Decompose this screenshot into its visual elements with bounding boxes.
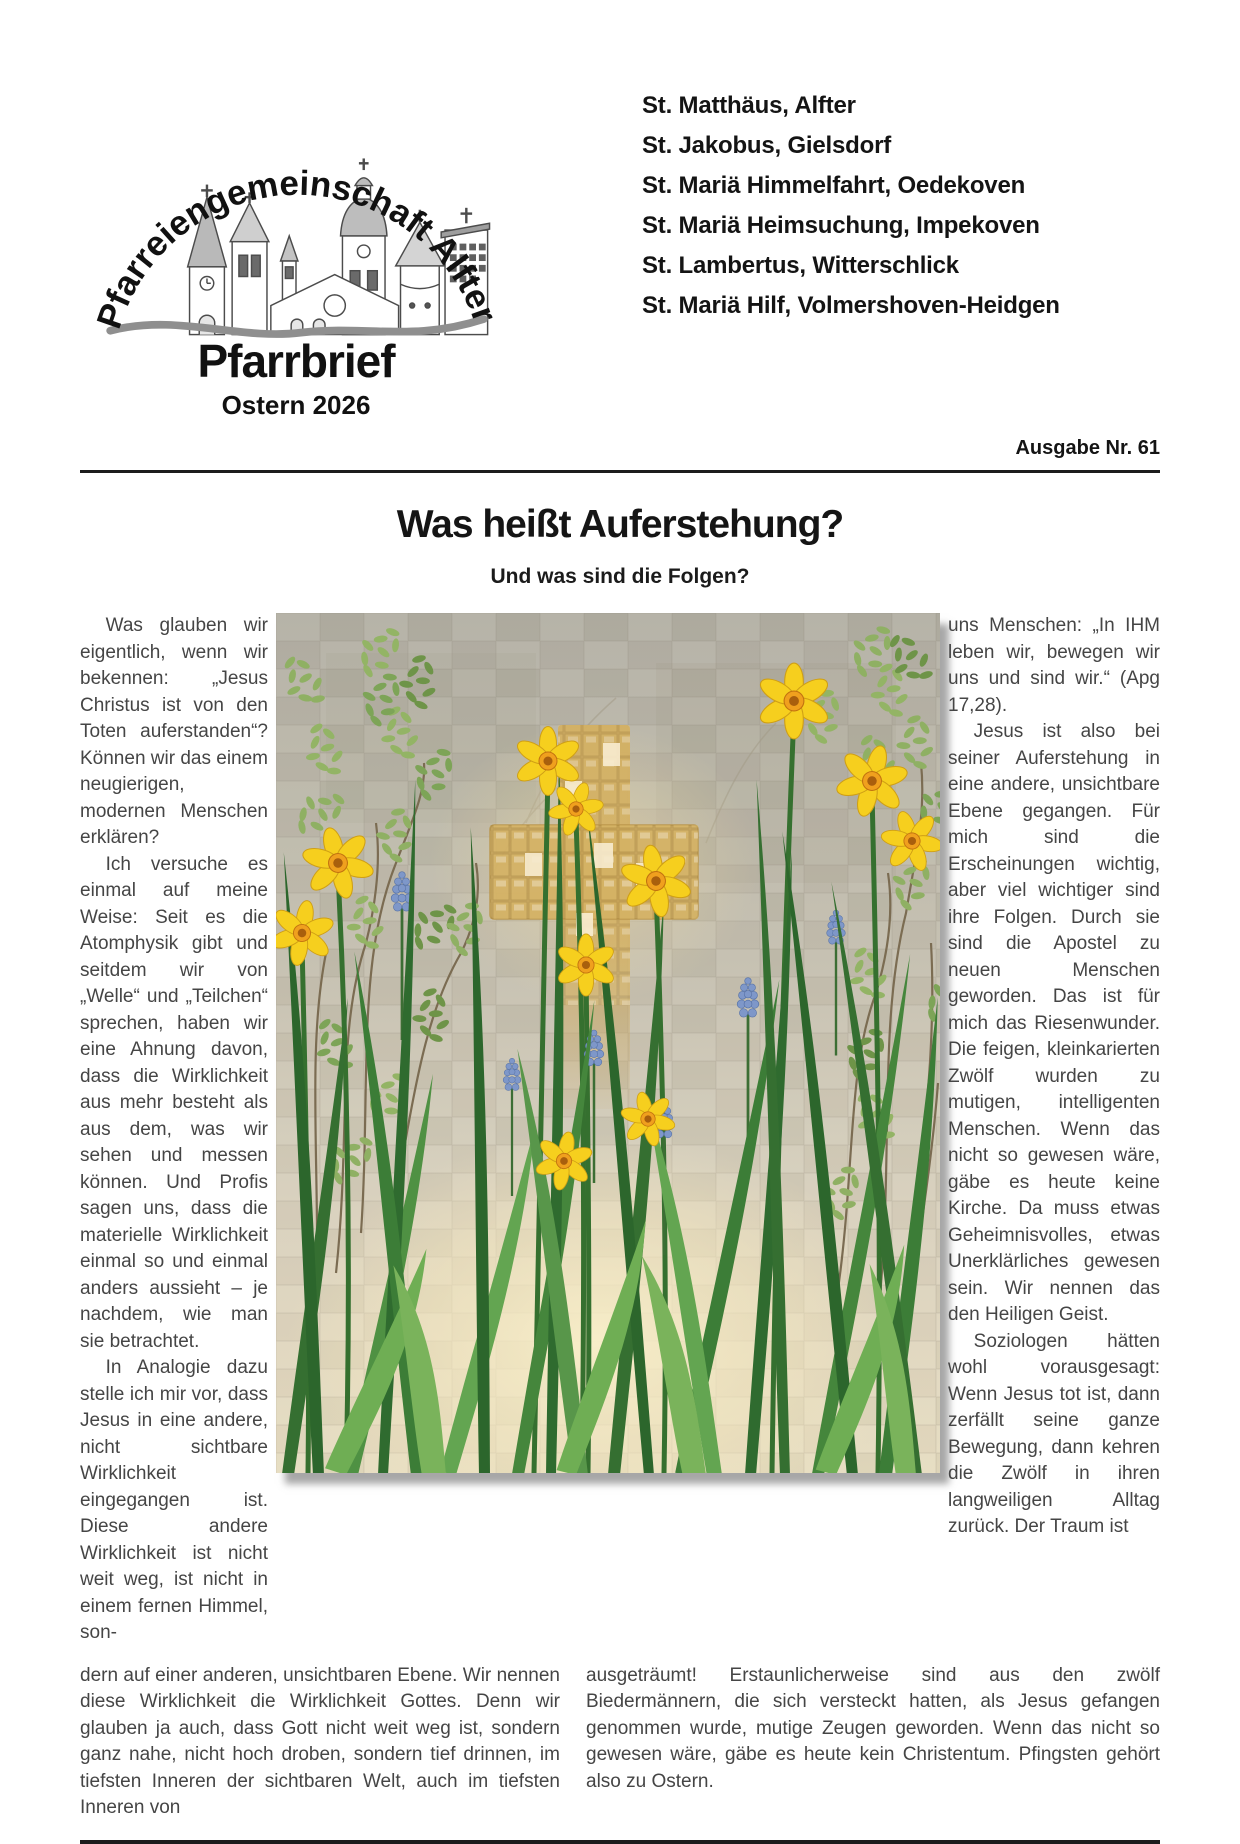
logo-title: Pfarrbrief xyxy=(197,335,395,387)
church-list-item: St. Jakobus, Gielsdorf xyxy=(642,132,891,159)
article-bottom-row xyxy=(80,1663,1160,1822)
church-list-item: St. Mariä Hilf, Volmershoven-Heidgen xyxy=(642,292,1060,319)
article-subtitle: Und was sind die Folgen? xyxy=(490,565,750,588)
bottom-left-paragraph: dern auf einer anderen, unsichtbaren Ebene. Wir nennen diese Wirklichkeit die Wirklichkeit Gottes. Denn wir glauben ja auch, dass Gott nicht weit weg ist, sondern ganz nahe, nicht hoch droben, sondern tief drinnen, im tiefsten Inneren der sichtbaren Welt, auch im tiefsten Inneren von xyxy=(80,1664,560,1818)
article-columns xyxy=(80,613,1160,1647)
church-list xyxy=(512,52,1160,326)
paragraph: uns Menschen: „In IHM leben wir, bewegen wir uns und sind wir.“ (Apg 17,28). xyxy=(948,615,1160,716)
logo-arc-text: Pfarreiengemeinschaft Alfter xyxy=(89,163,505,334)
paragraph: Jesus ist also bei seiner Auferstehung in eine andere, unsichtbare Ebene gegangen. Für mich sind die Erscheinungen wichtig, aber viel wichtiger sind ihre Folgen. Durch sie sind die Apostel zu neuen Menschen geworden. Das ist für mich das Riesenwunder. Die feigen, kleinkarierten Zwölf wurden zu mutigen, intelligenten Menschen. Wenn das nicht so gewesen wäre, gäbe es heute keine Kirche. Da muss etwas Geheimnisvolles, etwas Unerklärliches gewesen sein. Wir nennen das den Heiligen Geist. xyxy=(948,721,1160,1325)
top-rule xyxy=(80,470,1160,473)
bottom-rule xyxy=(80,1840,1160,1844)
paragraph: In Analogie dazu stelle ich mir vor, dass Jesus in eine andere, nicht sichtbare Wirklichkeit eingegangen ist. Diese andere Wirklichkeit ist nicht weit weg, ist nicht in einem fernen Himmel, son- xyxy=(80,1357,268,1643)
parish-logo xyxy=(80,52,512,421)
parish-logo-graphic xyxy=(80,52,512,352)
paragraph: Soziologen hätten wohl vorausgesagt: Wenn Jesus tot ist, dann zerfällt seine ganze Bewegung, dann kehren die Zwölf in ihren langweiligen Alltag zurück. Der Traum ist xyxy=(948,1330,1160,1537)
issue-number: Ausgabe Nr. 61 xyxy=(1015,437,1160,459)
easter-flowers-cross-photo xyxy=(276,613,940,1473)
article-left-column xyxy=(80,613,268,1647)
church-list-item: St. Mariä Himmelfahrt, Oedekoven xyxy=(642,172,1026,199)
article-right-column xyxy=(948,613,1160,1541)
church-list-item: St. Lambertus, Witterschlick xyxy=(642,252,959,279)
church-list-item: St. Matthäus, Alfter xyxy=(642,92,856,119)
logo-edition: Ostern 2026 xyxy=(221,390,371,420)
article-photo xyxy=(276,613,940,1473)
paragraph: Ich versuche es einmal auf meine Weise: Seit es die Atomphysik gibt und seitdem wir von „Welle“ und „Teilchen“ sprechen, haben wir eine Ahnung davon, dass die Wirklichkeit aus mehr besteht als aus dem, was wir sehen und messen können. Und Profis sagen uns, dass die materielle Wirklichkeit einmal so und einmal anders aussieht – je nachdem, wie man sie betrachtet. xyxy=(80,853,268,1352)
paragraph: Was glauben wir eigentlich, wenn wir bekennen: „Jesus Christus ist von den Toten auferstanden“? Können wir das einem neugierigen, modernen Menschen erklären? xyxy=(80,615,268,848)
bottom-right-paragraph: ausgeträumt! Erstaunlicherweise sind aus den zwölf Biedermännern, die sich versteckt hatten, als Jesus gefangen genommen wurde, mutige Zeugen geworden. Wenn das nicht so gewesen wäre, gäbe es heute kein Christentum. Pfingsten gehört also zu Ostern. xyxy=(586,1664,1160,1792)
church-list-item: St. Mariä Heimsuchung, Impekoven xyxy=(642,212,1040,239)
masthead xyxy=(80,52,1160,421)
article-title: Was heißt Auferstehung? xyxy=(396,503,844,546)
